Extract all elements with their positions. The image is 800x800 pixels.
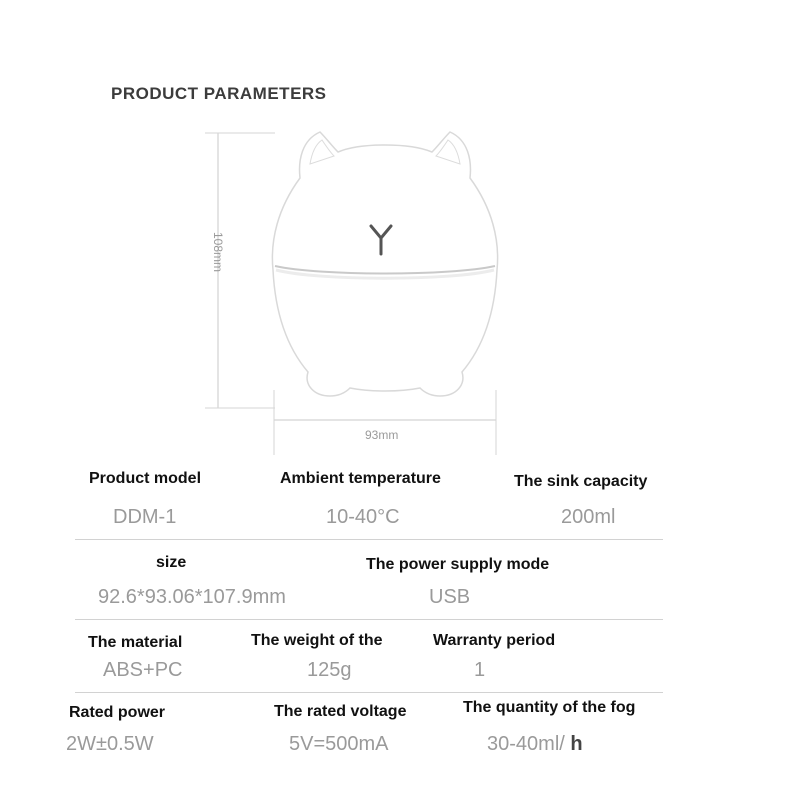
- fog-quantity-unit: h: [570, 733, 583, 755]
- power-supply-mode-value: USB: [429, 586, 471, 608]
- row-divider: [75, 539, 663, 540]
- page-title: PRODUCT PARAMETERS: [111, 84, 327, 103]
- fog-quantity-value: [487, 733, 583, 756]
- power-supply-mode-label: The power supply mode: [366, 556, 550, 573]
- material-label: The material: [88, 634, 183, 651]
- rated-voltage-label: The rated voltage: [274, 703, 407, 720]
- width-dimension-label: 93mm: [365, 428, 399, 442]
- material-value: ABS+PC: [103, 659, 183, 681]
- rated-power-label: Rated power: [69, 704, 166, 721]
- rated-power-value: 2W±0.5W: [66, 733, 154, 755]
- fog-quantity-label: The quantity of the fog: [463, 699, 636, 716]
- weight-label: The weight of the: [251, 632, 383, 649]
- warranty-period-label: Warranty period: [433, 632, 556, 649]
- row-divider: [75, 692, 663, 693]
- fog-quantity-number: 30-40ml/: [487, 733, 565, 755]
- sink-capacity-label: The sink capacity: [514, 473, 648, 490]
- rated-voltage-value: 5V=500mA: [289, 733, 389, 755]
- size-label: size: [156, 554, 187, 571]
- weight-value: 125g: [307, 659, 352, 681]
- product-model-value: DDM-1: [113, 506, 177, 528]
- ambient-temperature-value: 10-40°C: [326, 506, 400, 528]
- size-value: 92.6*93.06*107.9mm: [98, 586, 286, 608]
- product-model-label: Product model: [89, 470, 202, 487]
- warranty-period-value: 1: [474, 659, 486, 681]
- sink-capacity-value: 200ml: [561, 506, 616, 528]
- row-divider: [75, 619, 663, 620]
- ambient-temperature-label: Ambient temperature: [280, 470, 441, 487]
- humidifier-outline: [272, 132, 497, 396]
- height-dimension-label: 108mm: [211, 231, 226, 273]
